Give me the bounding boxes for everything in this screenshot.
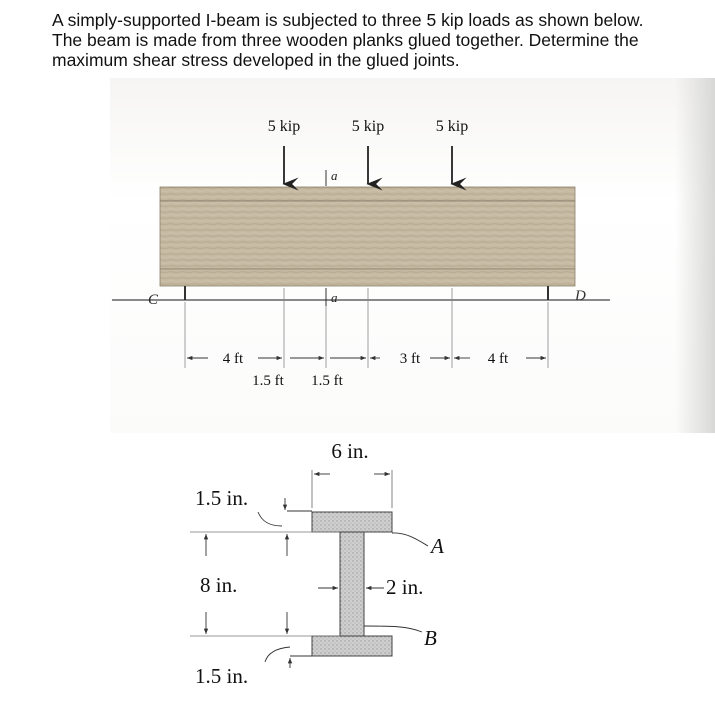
load-label: 5 kip [351,118,385,135]
dim-top-width: 6 in. [331,439,369,463]
bottom-flange [312,636,392,656]
dim-label-4ft-right: 4 ft [487,351,509,367]
leader-line-b [364,626,422,632]
i-beam-cross-section [312,512,392,656]
leader-line [265,647,290,662]
top-plank [160,187,575,201]
leader-line [258,512,282,526]
leader-line-a [392,533,428,546]
dim-label-3ft: 3 ft [399,351,421,367]
dim-top-flange-thickness: 1.5 in. [195,486,249,510]
load-arrows [284,146,452,184]
dim-bottom-flange-thickness: 1.5 in. [195,664,249,688]
dim-web-height: 8 in. [200,573,238,597]
bottom-plank [160,269,575,286]
top-flange [312,512,392,532]
load-label: 5 kip [435,118,469,135]
section-label-bottom: a [331,290,338,305]
section-label-top: a [331,168,338,183]
dim-label-1-5ft: 1.5 ft [311,373,343,389]
point-label-b: B [424,626,437,650]
web [340,532,364,636]
problem-line: maximum shear stress developed in the glued joints. [52,50,460,70]
dim-label-4ft-left: 4 ft [222,351,244,367]
load-label: 5 kip [267,118,301,135]
dim-web-width: 2 in. [386,575,424,599]
problem-line: The beam is made from three wooden planks glued together. Determine the [52,30,639,50]
point-label-a: A [431,534,444,558]
support-label-c: C [148,292,159,308]
middle-plank [160,201,575,269]
dim-label-1-5ft: 1.5 ft [252,373,284,389]
beam [160,187,575,286]
problem-line: A simply-supported I-beam is subjected to three 5 kip loads as shown below. [52,10,644,30]
support-label-d: D [575,288,586,304]
